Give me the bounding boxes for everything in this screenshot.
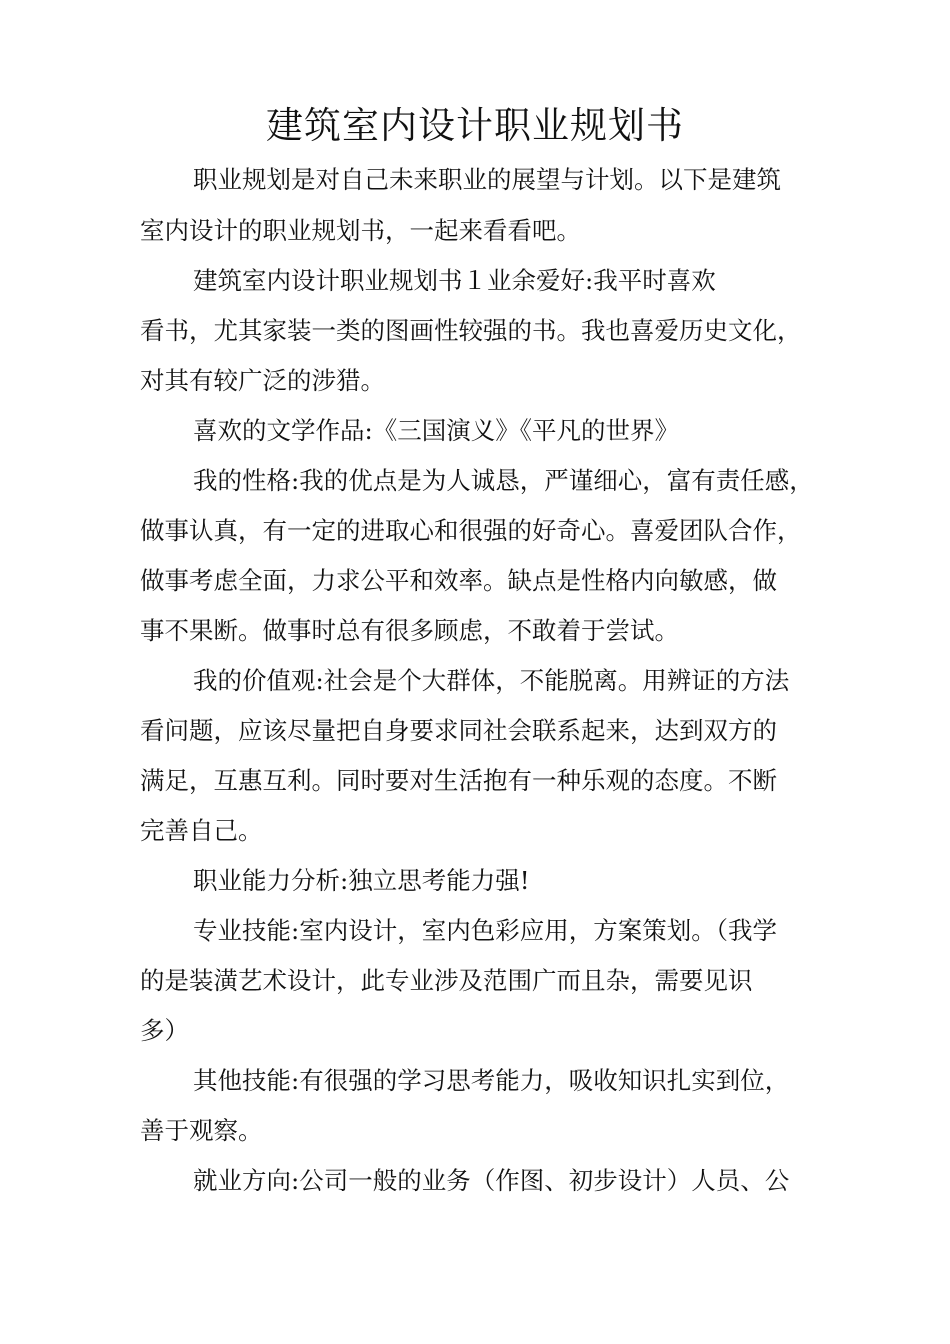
text-line: 建筑室内设计职业规划书１业余爱好:我平时喜欢	[193, 266, 716, 295]
document-title: 建筑室内设计职业规划书	[266, 104, 684, 147]
text-line: 其他技能:有很强的学习思考能力，吸收知识扎实到位，	[193, 1066, 790, 1095]
text-line: 职业规划是对自己未来职业的展望与计划。以下是建筑	[193, 165, 781, 194]
text-line: 做事考虑全面，力求公平和效率。缺点是性格内向敏感，做	[140, 566, 777, 595]
text-line: 对其有较广泛的涉猎。	[140, 366, 385, 395]
text-line: 做事认真，有一定的进取心和很强的好奇心。喜爱团队合作，	[140, 516, 802, 545]
text-line: 我的价值观:社会是个大群体，不能脱离。用辨证的方法	[193, 666, 790, 695]
text-line: 的是装潢艺术设计，此专业涉及范围广而且杂，需要见识	[140, 966, 753, 995]
text-line: 专业技能:室内设计，室内色彩应用，方案策划。（我学	[193, 916, 778, 945]
text-line: 就业方向:公司一般的业务（作图、初步设计）人员、公	[193, 1166, 790, 1195]
text-line: 满足，互惠互利。同时要对生活抱有一种乐观的态度。不断	[140, 766, 777, 795]
text-line: 完善自己。	[140, 816, 263, 845]
text-line: 多）	[140, 1016, 189, 1045]
text-line: 喜欢的文学作品:《三国演义》《平凡的世界》	[193, 416, 680, 445]
text-line: 职业能力分析:独立思考能力强!	[193, 866, 530, 895]
text-line: 看书，尤其家装一类的图画性较强的书。我也喜爱历史文化，	[140, 316, 802, 345]
text-line: 事不果断。做事时总有很多顾虑，不敢着于尝试。	[140, 616, 679, 645]
text-line: 善于观察。	[140, 1116, 263, 1145]
text-line: 室内设计的职业规划书，一起来看看吧。	[140, 216, 581, 245]
text-line: 看问题，应该尽量把自身要求同社会联系起来，达到双方的	[140, 716, 777, 745]
text-line: 我的性格:我的优点是为人诚恳，严谨细心，富有责任感，	[193, 466, 814, 495]
